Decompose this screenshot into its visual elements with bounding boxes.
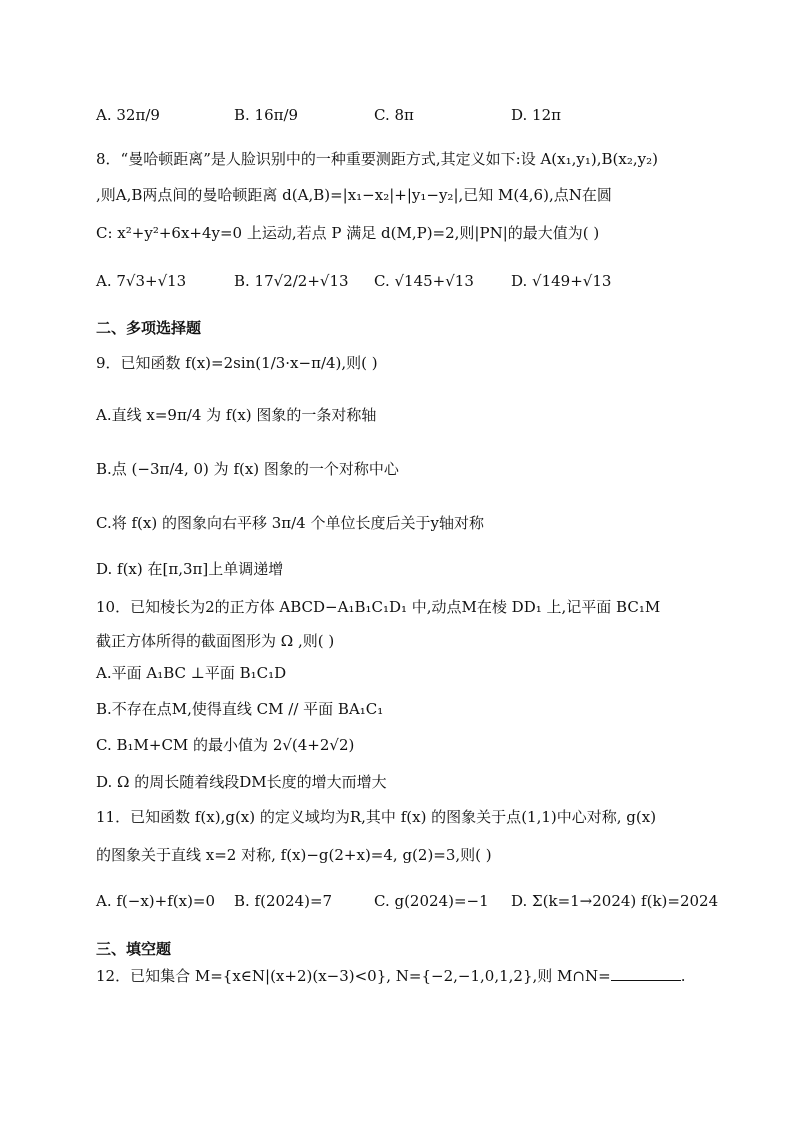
q8-option-c: C. √145+√13 bbox=[374, 272, 474, 290]
q7-option-d: D. 12π bbox=[511, 106, 561, 124]
q8-stem-line1: 8．“曼哈顿距离”是人脸识别中的一种重要测距方式,其定义如下:设 A(x₁,y₁),B(x₂,y₂) bbox=[96, 150, 658, 168]
q9-option-c: C.将 f(x) 的图象向右平移 3π/4 个单位长度后关于y轴对称 bbox=[96, 514, 484, 532]
q12-end: . bbox=[680, 967, 686, 985]
q10-option-d: D. Ω 的周长随着线段DM长度的增大而增大 bbox=[96, 773, 387, 791]
q7-option-c: C. 8π bbox=[374, 106, 414, 124]
q7-option-a: A. 32π/9 bbox=[96, 106, 160, 124]
q8-stem-line3: C: x²+y²+6x+4y=0 上运动,若点 P 满足 d(M,P)=2,则|PN|的最大值为( ) bbox=[96, 224, 600, 242]
q10-option-a: A.平面 A₁BC ⊥平面 B₁C₁D bbox=[96, 664, 287, 682]
q12-stem-row bbox=[96, 965, 685, 987]
q10-stem-line2: 截正方体所得的截面图形为 Ω ,则( ) bbox=[96, 632, 335, 650]
q9-stem: 9．已知函数 f(x)=2sin(1/3·x−π/4),则( ) bbox=[96, 354, 378, 372]
q10-option-c: C. B₁M+CM 的最小值为 2√(4+2√2) bbox=[96, 736, 355, 754]
q8-stem-line2: ,则A,B两点间的曼哈顿距离 d(A,B)=|x₁−x₂|+|y₁−y₂|,已知 M(4,6),点N在圆 bbox=[96, 186, 612, 204]
q8-option-b: B. 17√2/2+√13 bbox=[234, 272, 349, 290]
q10-option-b: B.不存在点M,使得直线 CM // 平面 BA₁C₁ bbox=[96, 700, 384, 718]
q11-option-a: A. f(−x)+f(x)=0 bbox=[96, 892, 216, 910]
q8-option-a: A. 7√3+√13 bbox=[96, 272, 187, 290]
q11-option-c: C. g(2024)=−1 bbox=[374, 892, 489, 910]
q12-answer-blank[interactable] bbox=[611, 966, 681, 981]
q11-option-d: D. Σ(k=1→2024) f(k)=2024 bbox=[511, 892, 719, 910]
q9-option-a: A.直线 x=9π/4 为 f(x) 图象的一条对称轴 bbox=[96, 406, 377, 424]
section-title-fill-in: 三、填空题 bbox=[96, 940, 172, 958]
q11-option-b: B. f(2024)=7 bbox=[234, 892, 333, 910]
section-title-multiple-choice: 二、多项选择题 bbox=[96, 319, 202, 337]
q11-stem-line1: 11．已知函数 f(x),g(x) 的定义域均为R,其中 f(x) 的图象关于点(1,1)中心对称, g(x) bbox=[96, 808, 657, 826]
q11-stem-line2: 的图象关于直线 x=2 对称, f(x)−g(2+x)=4, g(2)=3,则( ) bbox=[96, 846, 492, 864]
q9-option-b: B.点 (−3π/4, 0) 为 f(x) 图象的一个对称中心 bbox=[96, 460, 399, 478]
q12-stem: 12．已知集合 M={x∈N|(x+2)(x−3)<0}, N={−2,−1,0,1,2},则 M∩N= bbox=[96, 967, 611, 985]
q8-option-d: D. √149+√13 bbox=[511, 272, 612, 290]
q10-stem-line1: 10．已知棱长为2的正方体 ABCD−A₁B₁C₁D₁ 中,动点M在棱 DD₁ 上,记平面 BC₁M bbox=[96, 598, 661, 616]
q7-option-b: B. 16π/9 bbox=[234, 106, 299, 124]
q9-option-d: D. f(x) 在[π,3π]上单调递增 bbox=[96, 560, 284, 578]
